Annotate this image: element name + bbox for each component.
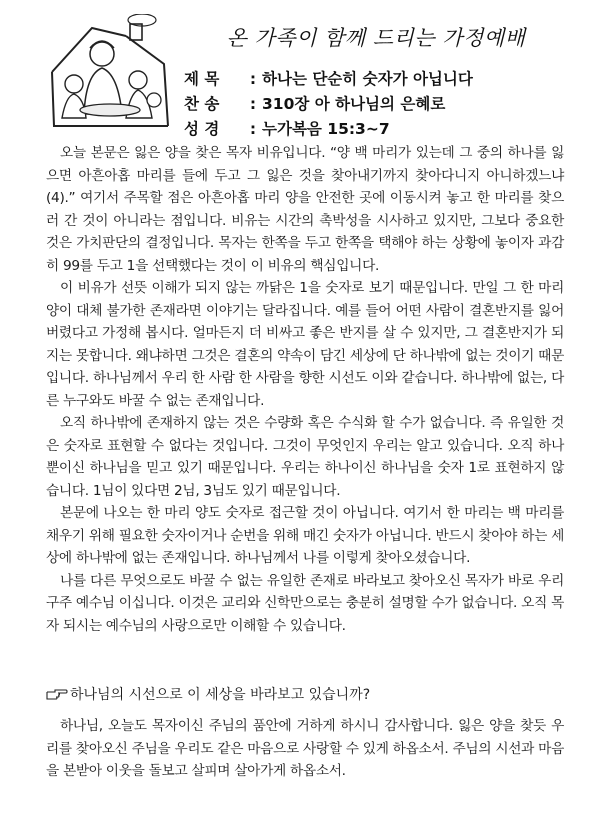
sermon-body bbox=[46, 142, 564, 637]
topic-label: 제 목 bbox=[184, 70, 220, 88]
question-text: 하나님의 시선으로 이 세상을 바라보고 있습니까? bbox=[70, 687, 371, 703]
topic-row bbox=[184, 67, 584, 89]
paragraph: 본문에 나오는 한 마리 양도 숫자로 접근할 것이 아닙니다. 여기서 한 마리는 백 마리를 채우기 위해 필요한 숫자이거나 순번을 위해 매긴 숫자가 아닙니다. 반드시 찾아야 하는 세상에 하나밖에 없는 존재입니다. 하나님께서 나를 이렇게 찾아오셨습니다. bbox=[46, 505, 564, 566]
colon: : bbox=[249, 120, 257, 138]
hymn-label: 찬 송 bbox=[184, 95, 220, 113]
family-worship-illustration bbox=[46, 14, 174, 132]
scripture-label: 성 경 bbox=[184, 120, 220, 138]
reflection-question bbox=[46, 684, 564, 704]
paragraph: 오늘 본문은 잃은 양을 찾은 목자 비유입니다. “양 백 마리가 있는데 그 중의 하나를 잃으면 아흔아홉 마리를 들에 두고 그 잃은 것을 찾아내기까지 찾아다니지 아니하겠느냐(4).” 여기서 주목할 점은 아흔아홉 마리 양을 안전한 곳에 이동시켜 놓고 한 마리를 찾으러 간 것이 아니라는 점입니다. 비유는 시간의 촉박성을 시사하고 있지만, 그보다 중요한 것은 가치판단의 결정입니다. 목자는 한쪽을 두고 한쪽을 택해야 하는 상황에 놓이자 과감히 99를 두고 1을 선택했다는 것이 이 비유의 핵심입니다. bbox=[46, 145, 564, 274]
hymn-value: 310장 아 하나님의 은혜로 bbox=[262, 95, 446, 113]
scripture-value: 누가복음 15:3~7 bbox=[262, 120, 390, 138]
closing-prayer: 하나님, 오늘도 목자이신 주님의 품안에 거하게 하시니 감사합니다. 잃은 양을 찾듯 우리를 찾아오신 주님을 우리도 같은 마음으로 사랑할 수 있게 하옵소서. 주님의 시선과 마음을 본받아 이웃을 돌보고 살피며 살아가게 하옵소서. bbox=[46, 718, 564, 779]
paragraph: 이 비유가 선뜻 이해가 되지 않는 까닭은 1을 숫자로 보기 때문입니다. 만일 그 한 마리 양이 대체 불가한 존재라면 이야기는 달라집니다. 예를 들어 어떤 사람이 결혼반지를 잃어버렸다고 가정해 봅시다. 얼마든지 더 비싸고 좋은 반지를 살 수 있지만, 그 결혼반지가 되지는 못합니다. 왜냐하면 그것은 결혼의 약속이 담긴 세상에 단 하나밖에 없는 것이기 때문입니다. 하나님께서 우리 한 사람 한 사람을 향한 시선도 이와 같습니다. 하나밖에 없는, 다른 누구와도 바꿀 수 없는 존재입니다. bbox=[46, 280, 564, 409]
scripture-row bbox=[184, 117, 584, 139]
pointing-hand-icon bbox=[46, 687, 68, 701]
page-title: 온 가족이 함께 드리는 가정예배 bbox=[226, 26, 526, 50]
hymn-row bbox=[184, 92, 584, 114]
topic-value: 하나는 단순히 숫자가 아닙니다 bbox=[262, 70, 473, 88]
paragraph: 오직 하나밖에 존재하지 않는 것은 수량화 혹은 수식화 할 수가 없습니다. 즉 유일한 것은 숫자로 표현할 수 없다는 것입니다. 그것이 무엇인지 우리는 알고 있습니다. 오직 하나뿐이신 하나님을 믿고 있기 때문입니다. 우리는 하나이신 하나님을 숫자 1로 표현하지 않습니다. 1님이 있다면 2님, 3님도 있기 때문입니다. bbox=[46, 415, 564, 499]
colon: : bbox=[249, 70, 257, 88]
paragraph: 나를 다른 무엇으로도 바꿀 수 없는 유일한 존재로 바라보고 찾아오신 목자가 바로 우리 구주 예수님 이십니다. 이것은 교리와 신학만으로는 충분히 설명할 수가 없습니다. 오직 목자 되시는 예수님의 사랑으로만 이해할 수 있습니다. bbox=[46, 572, 564, 634]
colon: : bbox=[249, 95, 257, 113]
